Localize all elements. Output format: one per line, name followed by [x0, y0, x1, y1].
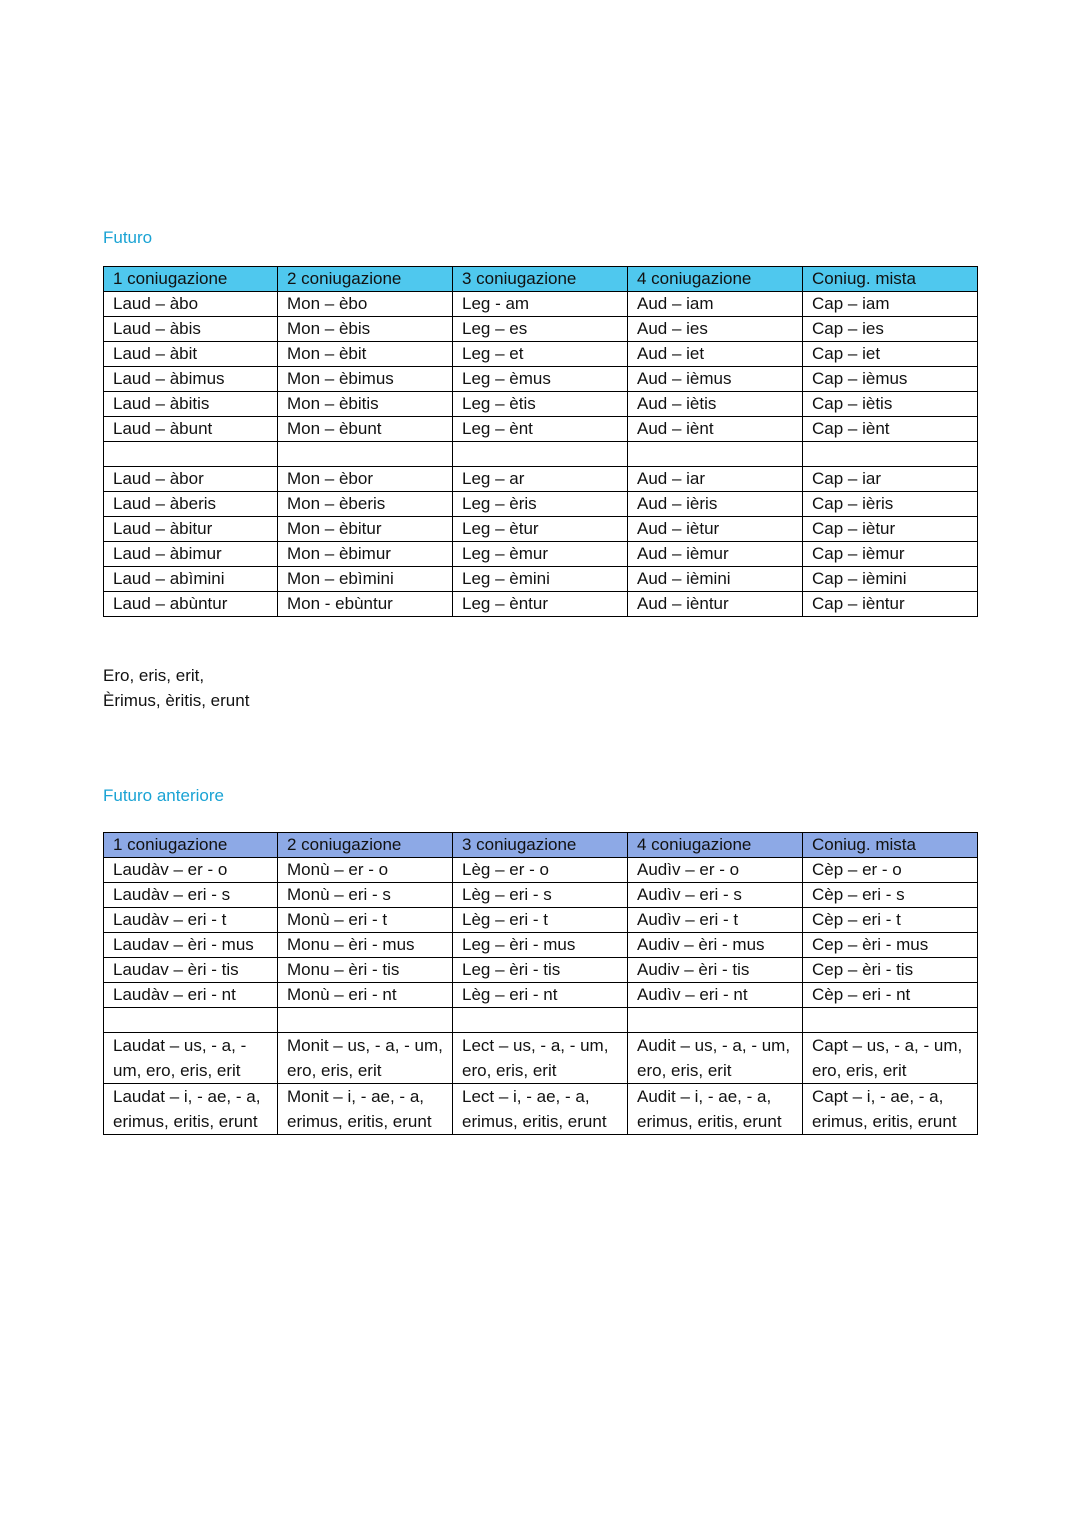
- esse-future-note: [103, 663, 249, 713]
- table-row: [104, 292, 978, 317]
- table-cell: Cap – iètis: [803, 392, 978, 417]
- table-cell: Mon - ebùntur: [278, 592, 453, 617]
- column-header: 2 coniugazione: [278, 833, 453, 858]
- table-cell: Monù – eri - nt: [278, 983, 453, 1008]
- table-cell: Cap – ièmini: [803, 567, 978, 592]
- table-cell: Lect – us, - a, - um, ero, eris, erit: [453, 1033, 628, 1084]
- table-cell: Laud – àbimus: [104, 367, 278, 392]
- table-cell: Monu – èri - tis: [278, 958, 453, 983]
- column-header: 4 coniugazione: [628, 833, 803, 858]
- table-cell: Audit – us, - a, - um, ero, eris, erit: [628, 1033, 803, 1084]
- table-cell: Audìv – eri - s: [628, 883, 803, 908]
- table-cell: Leg – ènt: [453, 417, 628, 442]
- table-cell: Lèg – er - o: [453, 858, 628, 883]
- table-cell: Mon – èbitur: [278, 517, 453, 542]
- table-cell: Cap – iètur: [803, 517, 978, 542]
- table-row: [104, 392, 978, 417]
- table-cell: Cap – iet: [803, 342, 978, 367]
- table-cell: Laud – àbunt: [104, 417, 278, 442]
- table-cell: Laudàv – eri - nt: [104, 983, 278, 1008]
- table-cell: [278, 1008, 453, 1033]
- table-cell: Aud – iètur: [628, 517, 803, 542]
- table-cell: Mon – èbit: [278, 342, 453, 367]
- table-cell: Leg – èris: [453, 492, 628, 517]
- table-cell: Laudàv – er - o: [104, 858, 278, 883]
- table-cell: Laud – àbitur: [104, 517, 278, 542]
- table-cell: Lèg – eri - t: [453, 908, 628, 933]
- table-cell: Leg – èmur: [453, 542, 628, 567]
- table-row: [104, 517, 978, 542]
- table-row: [104, 933, 978, 958]
- table-cell: Mon – ebìmini: [278, 567, 453, 592]
- table-cell: Laudàv – eri - s: [104, 883, 278, 908]
- table-cell: Mon – èbor: [278, 467, 453, 492]
- table-cell: Audit – i, - ae, - a, erimus, eritis, erunt: [628, 1084, 803, 1135]
- table-cell: Capt – i, - ae, - a, erimus, eritis, erunt: [803, 1084, 978, 1135]
- table-row: [104, 317, 978, 342]
- table-cell: Cèp – eri - nt: [803, 983, 978, 1008]
- table-cell: [278, 442, 453, 467]
- table-cell: Aud – iet: [628, 342, 803, 367]
- table-cell: Leg – ètis: [453, 392, 628, 417]
- table-cell: Laud – àbimur: [104, 542, 278, 567]
- table-cell: Monit – us, - a, - um, ero, eris, erit: [278, 1033, 453, 1084]
- column-header: Coniug. mista: [803, 267, 978, 292]
- column-header: 3 coniugazione: [453, 267, 628, 292]
- table-cell: Audìv – er - o: [628, 858, 803, 883]
- table-row: [104, 592, 978, 617]
- table-row: [104, 958, 978, 983]
- table-cell: Aud – ièmus: [628, 367, 803, 392]
- table-cell: Leg – èmus: [453, 367, 628, 392]
- table-cell: Aud – iètis: [628, 392, 803, 417]
- table-cell: Aud – ièntur: [628, 592, 803, 617]
- futuro-table-body: [104, 292, 978, 617]
- table-cell: Cap – ièntur: [803, 592, 978, 617]
- table-cell: Leg – ètur: [453, 517, 628, 542]
- table-cell: Cèp – eri - t: [803, 908, 978, 933]
- table-cell: Audìv – eri - t: [628, 908, 803, 933]
- column-header: Coniug. mista: [803, 833, 978, 858]
- table-header-row: [104, 833, 978, 858]
- table-cell: [104, 1008, 278, 1033]
- table-cell: Capt – us, - a, - um, ero, eris, erit: [803, 1033, 978, 1084]
- table-cell: Laud – àbo: [104, 292, 278, 317]
- table-cell: Monù – eri - s: [278, 883, 453, 908]
- table-cell: Laudav – èri - mus: [104, 933, 278, 958]
- table-row: [104, 492, 978, 517]
- table-cell: Monit – i, - ae, - a, erimus, eritis, erunt: [278, 1084, 453, 1135]
- table-row: [104, 908, 978, 933]
- table-cell: Laud – àbor: [104, 467, 278, 492]
- table-row: [104, 467, 978, 492]
- futuro-table: [103, 266, 978, 617]
- table-cell: Lèg – eri - nt: [453, 983, 628, 1008]
- table-cell: [453, 1008, 628, 1033]
- table-cell: Mon – èbunt: [278, 417, 453, 442]
- table-cell: Aud – ièris: [628, 492, 803, 517]
- table-cell: Laud – àberis: [104, 492, 278, 517]
- table-cell: Cap – ièmus: [803, 367, 978, 392]
- table-cell: Aud – iènt: [628, 417, 803, 442]
- table-cell: [628, 1008, 803, 1033]
- table-row: [104, 417, 978, 442]
- table-cell: [453, 442, 628, 467]
- table-cell: Leg – et: [453, 342, 628, 367]
- table-cell: Laud – àbis: [104, 317, 278, 342]
- table-cell: Leg – es: [453, 317, 628, 342]
- table-cell: Aud – iar: [628, 467, 803, 492]
- table-cell: Cap – ièris: [803, 492, 978, 517]
- table-cell: Lèg – eri - s: [453, 883, 628, 908]
- table-cell: Laud – abìmini: [104, 567, 278, 592]
- table-cell: Laud – àbitis: [104, 392, 278, 417]
- table-cell: Aud – ièmini: [628, 567, 803, 592]
- table-cell: Audìv – eri - nt: [628, 983, 803, 1008]
- table-cell: Laudat – i, - ae, - a, erimus, eritis, erunt: [104, 1084, 278, 1135]
- table-row: [104, 567, 978, 592]
- table-cell: Cap – ies: [803, 317, 978, 342]
- table-row: [104, 858, 978, 883]
- table-cell: Leg – èmini: [453, 567, 628, 592]
- table-cell: Aud – ies: [628, 317, 803, 342]
- table-cell: Mon – èbo: [278, 292, 453, 317]
- table-cell: Aud – iam: [628, 292, 803, 317]
- table-cell: Laudat – us, - a, - um, ero, eris, erit: [104, 1033, 278, 1084]
- table-cell: [803, 1008, 978, 1033]
- table-cell: Mon – èbitis: [278, 392, 453, 417]
- table-cell: [803, 442, 978, 467]
- futuro-anteriore-table-body: [104, 858, 978, 1135]
- table-cell: Audiv – èri - tis: [628, 958, 803, 983]
- table-cell: Laudàv – eri - t: [104, 908, 278, 933]
- table-cell: Aud – ièmur: [628, 542, 803, 567]
- column-header: 3 coniugazione: [453, 833, 628, 858]
- column-header: 1 coniugazione: [104, 267, 278, 292]
- table-row: [104, 983, 978, 1008]
- table-header-row: [104, 267, 978, 292]
- table-cell: Cap – ièmur: [803, 542, 978, 567]
- table-cell: Monù – eri - t: [278, 908, 453, 933]
- futuro-heading: Futuro: [103, 228, 153, 247]
- table-row: [104, 1008, 978, 1033]
- table-cell: Cèp – er - o: [803, 858, 978, 883]
- column-header: 2 coniugazione: [278, 267, 453, 292]
- table-cell: Laud – àbit: [104, 342, 278, 367]
- table-cell: [104, 442, 278, 467]
- table-cell: Lect – i, - ae, - a, erimus, eritis, erunt: [453, 1084, 628, 1135]
- table-cell: Cap – iar: [803, 467, 978, 492]
- table-cell: Leg – ar: [453, 467, 628, 492]
- table-row: [104, 342, 978, 367]
- table-cell: Cap – iènt: [803, 417, 978, 442]
- table-cell: Mon – èbimus: [278, 367, 453, 392]
- table-row: [104, 542, 978, 567]
- table-cell: Audiv – èri - mus: [628, 933, 803, 958]
- table-row: [104, 1033, 978, 1084]
- note-line: Èrimus, èritis, erunt: [103, 691, 250, 710]
- table-cell: Monu – èri - mus: [278, 933, 453, 958]
- table-cell: Laudav – èri - tis: [104, 958, 278, 983]
- table-cell: Laud – abùntur: [104, 592, 278, 617]
- table-cell: [628, 442, 803, 467]
- futuro-anteriore-heading: Futuro anteriore: [103, 786, 224, 805]
- table-cell: Leg – èri - mus: [453, 933, 628, 958]
- table-cell: Cap – iam: [803, 292, 978, 317]
- table-cell: Cep – èri - tis: [803, 958, 978, 983]
- note-line: Ero, eris, erit,: [103, 666, 205, 685]
- table-row: [104, 442, 978, 467]
- table-cell: Mon – èbimur: [278, 542, 453, 567]
- table-cell: Leg - am: [453, 292, 628, 317]
- table-cell: Leg – èri - tis: [453, 958, 628, 983]
- table-cell: Leg – èntur: [453, 592, 628, 617]
- futuro-anteriore-table: [103, 832, 978, 1135]
- table-row: [104, 367, 978, 392]
- column-header: 1 coniugazione: [104, 833, 278, 858]
- column-header: 4 coniugazione: [628, 267, 803, 292]
- table-cell: Cep – èri - mus: [803, 933, 978, 958]
- table-cell: Mon – èbis: [278, 317, 453, 342]
- table-cell: Mon – èberis: [278, 492, 453, 517]
- table-row: [104, 1084, 978, 1135]
- table-row: [104, 883, 978, 908]
- table-cell: Monù – er - o: [278, 858, 453, 883]
- table-cell: Cèp – eri - s: [803, 883, 978, 908]
